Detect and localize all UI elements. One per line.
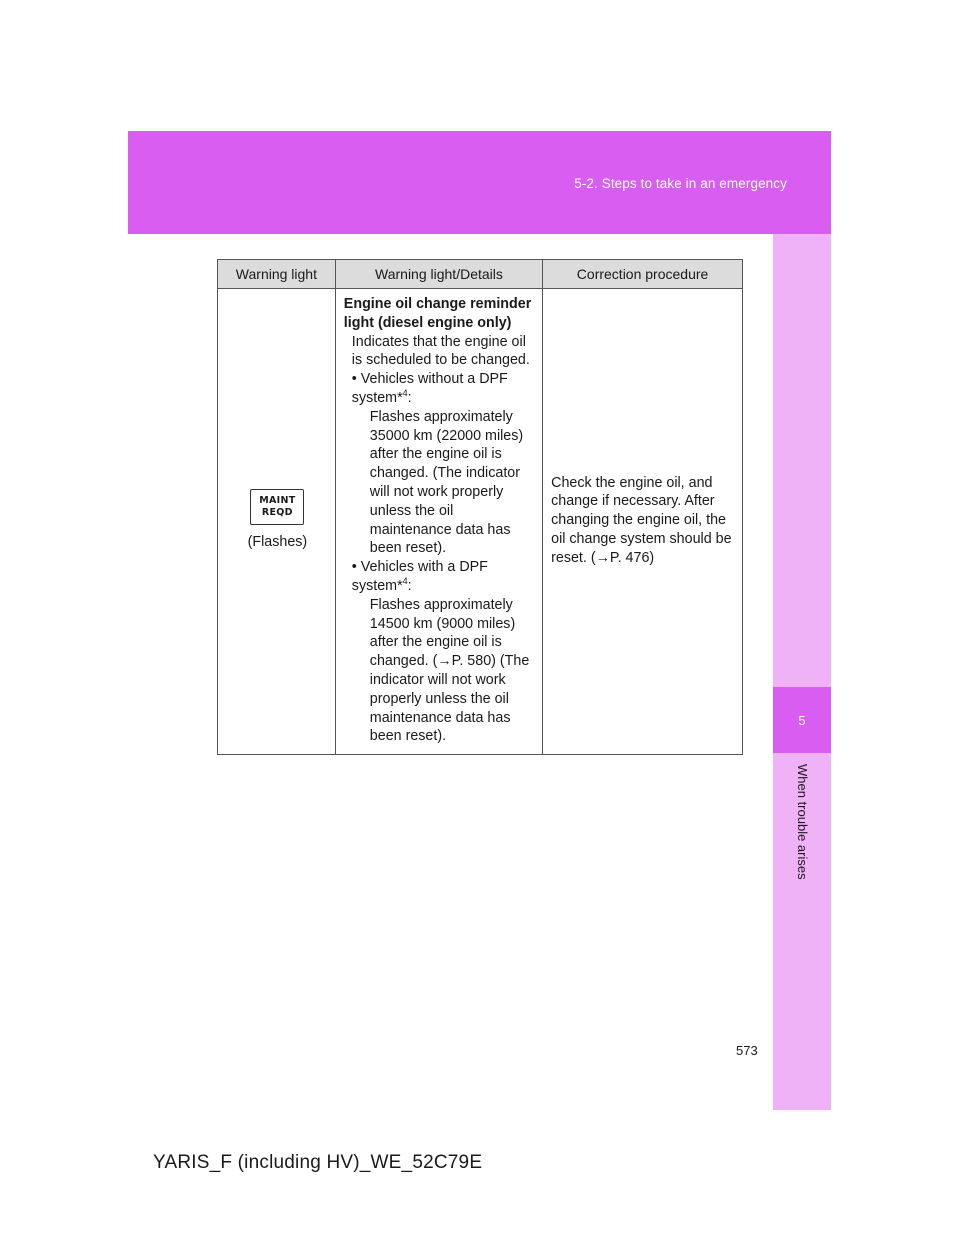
bullet2-footnote: 4 (402, 576, 408, 587)
section-title: 5-2. Steps to take in an emergency (574, 176, 787, 191)
chapter-side-tab (773, 234, 831, 1110)
bullet1-colon: : (407, 389, 412, 406)
warning-light-cell (218, 289, 336, 755)
correction-cell: Check the engine oil, and change if necessary. After changing the engine oil, the oil change system should be reset. (→P. 476) (543, 289, 743, 755)
bullet-with-dpf (344, 558, 536, 746)
bullet2-text: Flashes approximately 14500 km (9000 miles) after the engine oil is changed. (→P. 580) (The indicator will not work properly unless the oil maintenance data has been reset). (369, 596, 530, 745)
table-header-row (218, 260, 743, 289)
details-cell (335, 289, 542, 755)
header-band (128, 131, 831, 234)
maint-reqd-icon (250, 489, 304, 525)
header-warning-light: Warning light (218, 260, 336, 289)
header-correction: Correction procedure (543, 260, 743, 289)
page-number: 573 (736, 1043, 758, 1058)
warning-light-table (217, 259, 743, 755)
light-intro: Indicates that the engine oil is scheduled to be changed. (351, 333, 530, 369)
icon-caption: (Flashes) (247, 534, 308, 551)
bullet2-colon: : (407, 577, 412, 594)
chapter-title: When trouble arises (795, 764, 810, 880)
bullet1-footnote: 4 (402, 388, 408, 399)
footer-code: YARIS_F (including HV)_WE_52C79E (153, 1152, 483, 1173)
bullet1-text: Flashes approximately 35000 km (22000 miles) after the engine oil is changed. (The indicator will not work properly unless the oil maintenance data has been reset). (369, 408, 524, 557)
table-row (218, 289, 743, 755)
bullet1-label: • Vehicles without a DPF system* (351, 371, 508, 406)
chapter-number: 5 (773, 687, 831, 753)
header-details: Warning light/Details (335, 260, 542, 289)
bullet2-label: • Vehicles with a DPF system* (351, 559, 488, 594)
bullet-without-dpf (344, 370, 536, 558)
icon-line-1: MAINT (259, 495, 296, 507)
light-title: Engine oil change reminder light (diesel engine only) (343, 296, 532, 331)
icon-line-2: REQD (261, 507, 293, 519)
